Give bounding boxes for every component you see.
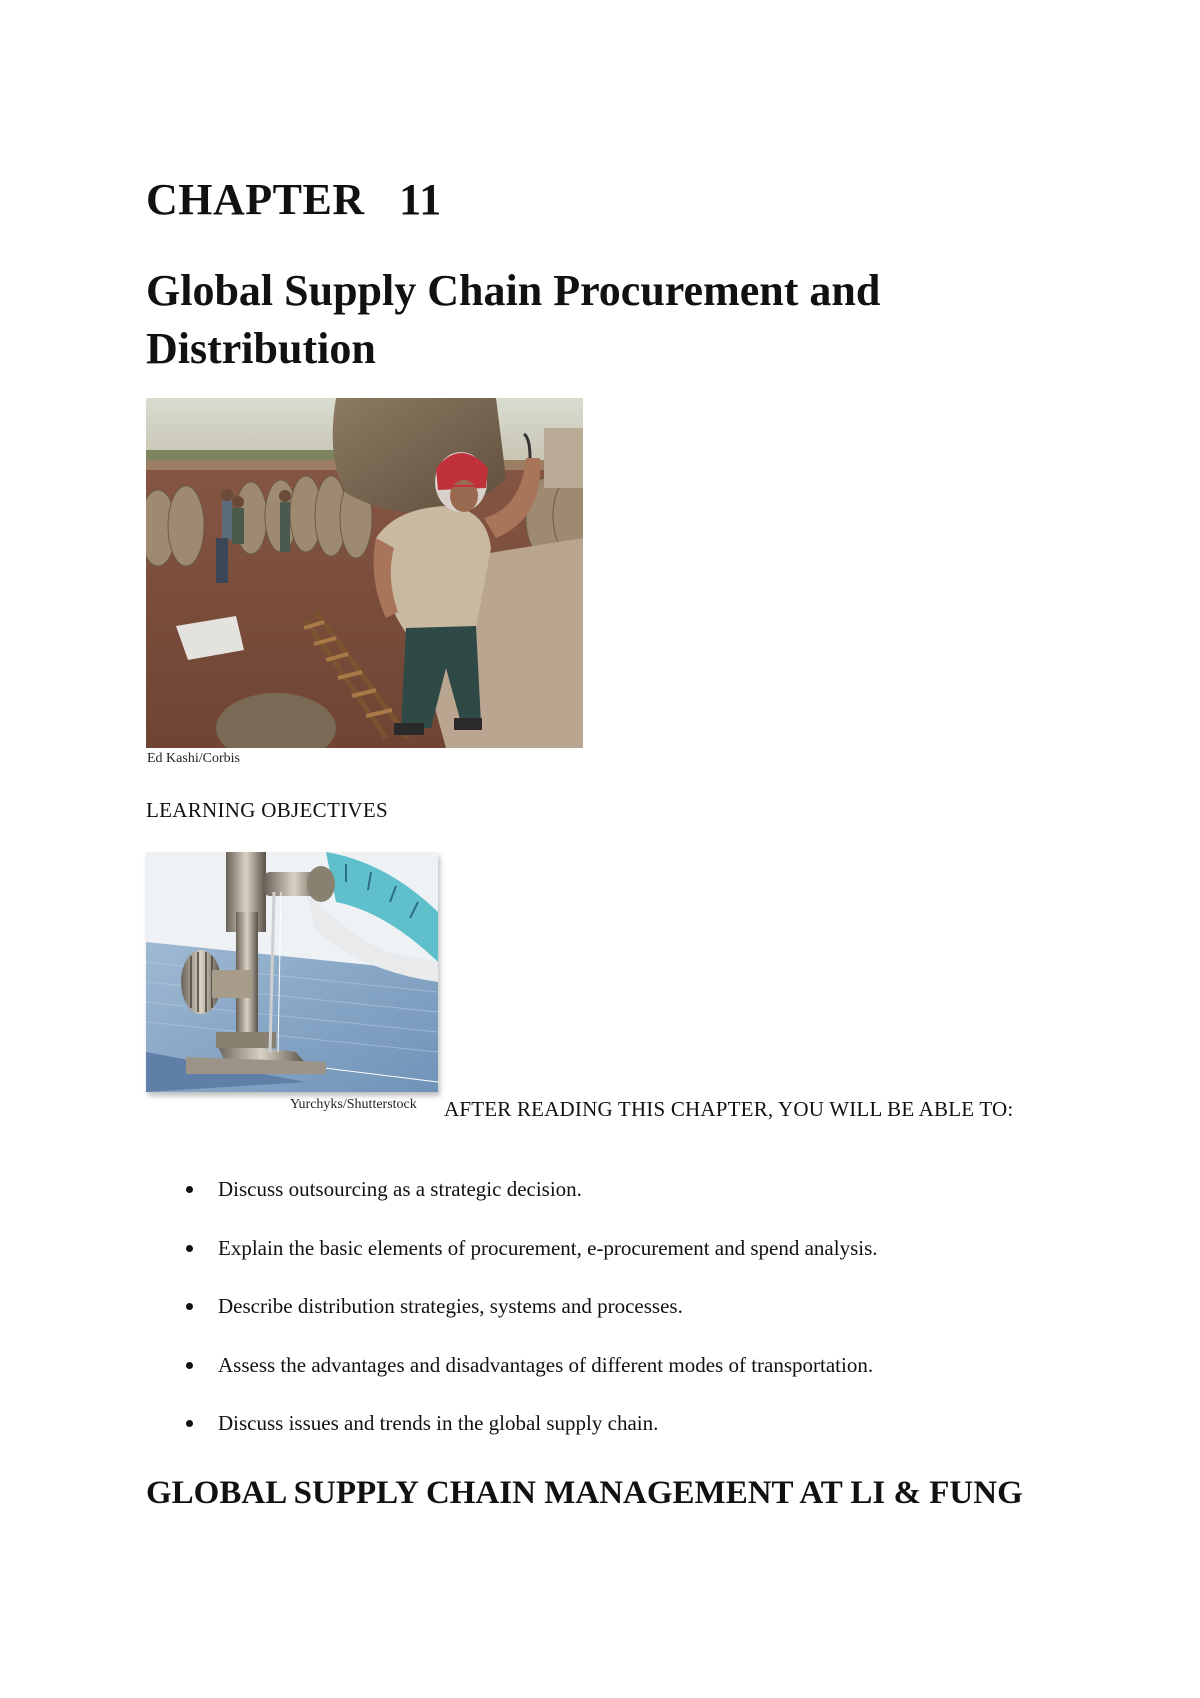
- bullet-icon: [186, 1245, 193, 1252]
- objective-text: Assess the advantages and disadvantages of different modes of transportation.: [218, 1352, 874, 1377]
- list-item: [146, 1351, 1106, 1410]
- bullet-icon: [186, 1186, 193, 1193]
- objectives-list: [146, 1175, 1106, 1468]
- section-heading: GLOBAL SUPPLY CHAIN MANAGEMENT AT LI & FUNG: [146, 1475, 1023, 1511]
- chapter-label: CHAPTER 11: [146, 175, 442, 224]
- bullet-icon: [186, 1303, 193, 1310]
- bullet-icon: [186, 1420, 193, 1427]
- chapter-title: Global Supply Chain Procurement and Distribution: [146, 266, 881, 373]
- bullet-icon: [186, 1362, 193, 1369]
- list-item: [146, 1175, 1106, 1234]
- photo-credit: Yurchyks/Shutterstock: [290, 1097, 417, 1112]
- objective-text: Discuss outsourcing as a strategic decision.: [218, 1177, 582, 1201]
- objectives-intro: AFTER READING THIS CHAPTER, YOU WILL BE ABLE TO:: [444, 1097, 1014, 1121]
- sewing-machine-photo: [146, 852, 438, 1092]
- photo-credit: Ed Kashi/Corbis: [147, 751, 240, 766]
- list-item: [146, 1292, 1106, 1351]
- chapter-opening-photo: [146, 398, 583, 748]
- objective-text: Discuss issues and trends in the global supply chain.: [218, 1411, 659, 1435]
- list-item: [146, 1409, 1106, 1468]
- learning-objectives-heading: LEARNING OBJECTIVES: [146, 798, 388, 822]
- objective-text: Explain the basic elements of procurement, e-procurement and spend analysis.: [218, 1235, 878, 1260]
- list-item: [146, 1234, 1106, 1293]
- objective-text: Describe distribution strategies, systems and processes.: [218, 1294, 683, 1318]
